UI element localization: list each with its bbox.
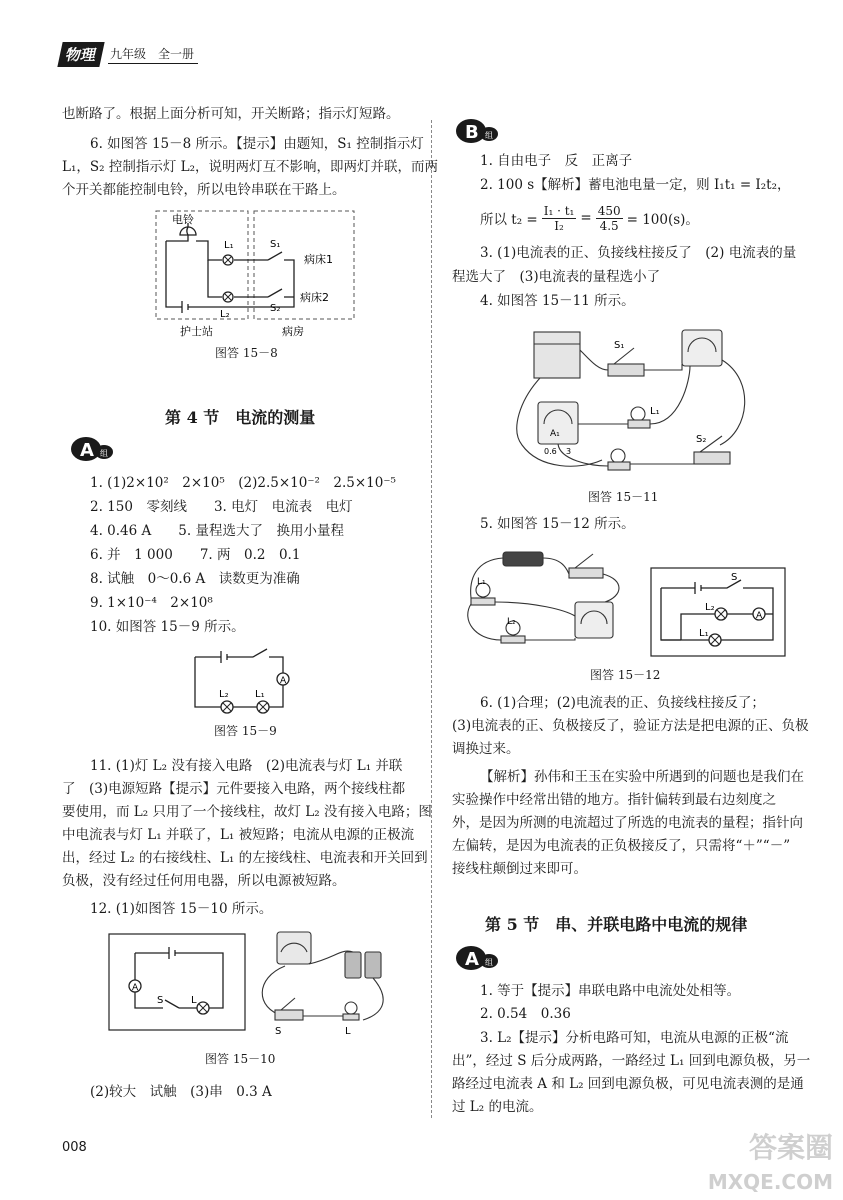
fraction-1: $\frac{\text{I₁ · t₁}}{\text{I₂}}$ <box>543 203 575 233</box>
figure-caption: 图答 15－12 <box>590 668 661 682</box>
group-a-badge-icon <box>70 436 114 462</box>
l1-label-pictorial: L₁ <box>477 577 486 587</box>
svg-text:组: 组 <box>100 449 108 458</box>
text-line: 路经过电流表 A 和 L₂ 回到电源负极，可见电流表测的是通 <box>452 1076 804 1092</box>
l1-label: L₁ <box>224 240 234 251</box>
svg-text:组: 组 <box>485 131 493 140</box>
group-a-badge-icon <box>455 945 499 971</box>
s2-label: S₂ <box>696 434 707 445</box>
switch-label: S <box>731 572 738 583</box>
text-line: 5. 如图答 15－12 所示。 <box>480 516 635 532</box>
text-line: 外，是因为所测的电流超过了所选的电流表的量程；指针向 <box>452 815 803 831</box>
text-line: L₁，S₂ 控制指示灯 L₂，说明两灯互不影响，即两灯并联，而两 <box>62 159 438 175</box>
text-line: 个开关都能控制电铃，所以电铃串联在干路上。 <box>62 182 346 198</box>
text-line: 过 L₂ 的电流。 <box>452 1099 543 1115</box>
text-line: 9. 1×10⁻⁴ 2×10⁸ <box>90 595 213 611</box>
text-line: 出，经过 L₂ 的右接线柱、L₁ 的左接线柱、电流表和开关回到 <box>62 850 428 866</box>
s1-label: S₁ <box>270 239 281 250</box>
text-line: 左偏转，是因为电流表的正负极接反了，只需将“＋”“－” <box>452 838 791 854</box>
text-line: 要使用，而 L₂ 只用了一个接线柱，故灯 L₂ 没有接入电路；图 <box>62 804 432 820</box>
text-line: 4. 如图答 15－11 所示。 <box>480 293 635 309</box>
bed2-label: 病床2 <box>300 291 329 304</box>
grade-label: 九年级 全一册 <box>108 45 198 64</box>
text-line: 2. 150 零刻线 3. 电灯 电流表 电灯 <box>90 499 353 515</box>
l2-label-pictorial: L₂ <box>507 617 516 627</box>
figure-15-10 <box>105 928 405 1038</box>
figure-15-9-circuit <box>185 645 295 720</box>
formula-prefix: 所以 t₂ = <box>480 212 538 228</box>
text-line: 实验操作中经常出错的地方。指针偏转到最右边刻度之 <box>452 792 776 808</box>
text-line: 出”，经过 S 后分成两路，一路经过 L₁ 回到电源负极，另一 <box>452 1053 811 1069</box>
text-line: 了 (3)电源短路【提示】元件要接入电路，两个接线柱都 <box>62 781 406 797</box>
l2-label: L₂ <box>219 689 229 700</box>
figure-caption: 图答 15－8 <box>215 346 278 360</box>
l2-label: L₂ <box>220 309 230 320</box>
text-line: 3. (1)电流表的正、负接线柱接反了 (2) 电流表的量 <box>480 245 797 261</box>
svg-text:A: A <box>80 440 94 461</box>
text-line: 也断路了。根据上面分析可知，开关断路；指示灯短路。 <box>62 106 400 122</box>
text-line: 1. 等于【提示】串联电路中电流处处相等。 <box>480 983 741 999</box>
lamp-label: L <box>191 995 197 1006</box>
text-line: 程选大了 (3)电流表的量程选小了 <box>452 269 661 285</box>
text-line: 11. (1)灯 L₂ 没有接入电路 (2)电流表与灯 L₁ 并联 <box>90 758 403 774</box>
ward-label: 病房 <box>282 325 304 338</box>
text-line: 1. 自由电子 反 正离子 <box>480 153 633 169</box>
range-3-label: 3 <box>566 447 572 456</box>
text-line: 8. 试触 0～0.6 A 读数更为准确 <box>90 571 300 587</box>
text-line: 1. (1)2×10² 2×10⁵ (2)2.5×10⁻² 2.5×10⁻⁵ <box>90 475 396 491</box>
text-line: 3. L₂【提示】分析电路可知，电流从电源的正极“流 <box>480 1030 789 1046</box>
l1-label: L₁ <box>699 628 709 639</box>
watermark-url: MXQE.COM <box>707 1170 833 1194</box>
fraction-2: $\frac{450}{4.5}$ <box>597 203 621 233</box>
section-title-4: 第 4 节 电流的测量 <box>165 408 316 427</box>
watermark-logo: 答案圈 <box>748 1131 833 1164</box>
text-line: 6. 如图答 15－8 所示。【提示】由题知，S₁ 控制指示灯 <box>90 136 424 152</box>
formula-line: 所以 t₂ = $\frac{\text{I₁ · t₁}}{\text{I₂}}$ = $\frac{450}{4.5}$ = 100(s)。 <box>480 203 699 233</box>
switch-label: S <box>157 995 164 1006</box>
subject-label: 物理 <box>57 42 104 67</box>
figure-15-8-circuit <box>150 205 360 340</box>
text-line: 2. 0.54 0.36 <box>480 1006 571 1022</box>
lamp-label-pictorial: L <box>345 1026 351 1037</box>
text-line: 负极，没有经过任何用电器，所以电源被短路。 <box>62 873 346 889</box>
text-line: 2. 100 s【解析】蓄电池电量一定，则 I₁t₁ = I₂t₂， <box>480 177 791 193</box>
l1-label: L₁ <box>255 689 265 700</box>
ammeter-label: A <box>756 611 763 621</box>
l1-label: L₁ <box>650 406 660 417</box>
ammeter-label: A <box>132 983 139 993</box>
column-divider <box>431 120 432 1118</box>
ammeter-label: A <box>280 676 287 686</box>
text-line: (3)电流表的正、负极接反了，验证方法是把电源的正、负极 <box>452 718 809 734</box>
s1-label: S₁ <box>614 340 625 351</box>
text-line: 中电流表与灯 L₁ 并联了，L₁ 被短路；电流从电源的正极流 <box>62 827 415 843</box>
svg-text:A: A <box>465 949 479 970</box>
s2-label: S₂ <box>270 303 281 314</box>
text-line: (2)较大 试触 (3)串 0.3 A <box>90 1084 272 1100</box>
text-line: 6. (1)合理；(2)电流表的正、负接线柱接反了； <box>480 695 765 711</box>
group-b-badge-icon <box>455 118 499 144</box>
text-line: 调换过来。 <box>452 741 520 757</box>
switch-label-pictorial: S <box>275 1026 282 1037</box>
text-line: 【解析】孙伟和王玉在实验中所遇到的问题也是我们在 <box>480 769 804 785</box>
text-line: 10. 如图答 15－9 所示。 <box>90 619 245 635</box>
formula-result: = 100(s)。 <box>626 212 699 228</box>
text-line: 接线柱颠倒过来即可。 <box>452 861 587 877</box>
bell-label: 电铃 <box>172 213 194 226</box>
l2-label: L₂ <box>705 602 715 613</box>
figure-15-11 <box>510 320 750 485</box>
text-line: 6. 并 1 000 7. 两 0.2 0.1 <box>90 547 301 563</box>
section-title-5: 第 5 节 串、并联电路中电流的规律 <box>485 915 748 934</box>
figure-caption: 图答 15－11 <box>588 490 659 504</box>
bed1-label: 病床1 <box>304 253 333 266</box>
figure-caption: 图答 15－10 <box>205 1052 276 1066</box>
range-06-label: 0.6 <box>544 447 557 456</box>
svg-text:组: 组 <box>485 958 493 967</box>
figure-15-12 <box>455 540 790 665</box>
text-line: 4. 0.46 A 5. 量程选大了 换用小量程 <box>90 523 344 539</box>
text-line: 12. (1)如图答 15－10 所示。 <box>90 901 273 917</box>
nurse-station-label: 护士站 <box>180 325 213 338</box>
svg-text:B: B <box>465 122 479 143</box>
page-header <box>60 42 198 67</box>
a1-label: A₁ <box>550 429 560 439</box>
page-number: 008 <box>62 1140 87 1155</box>
figure-caption: 图答 15－9 <box>214 724 277 738</box>
